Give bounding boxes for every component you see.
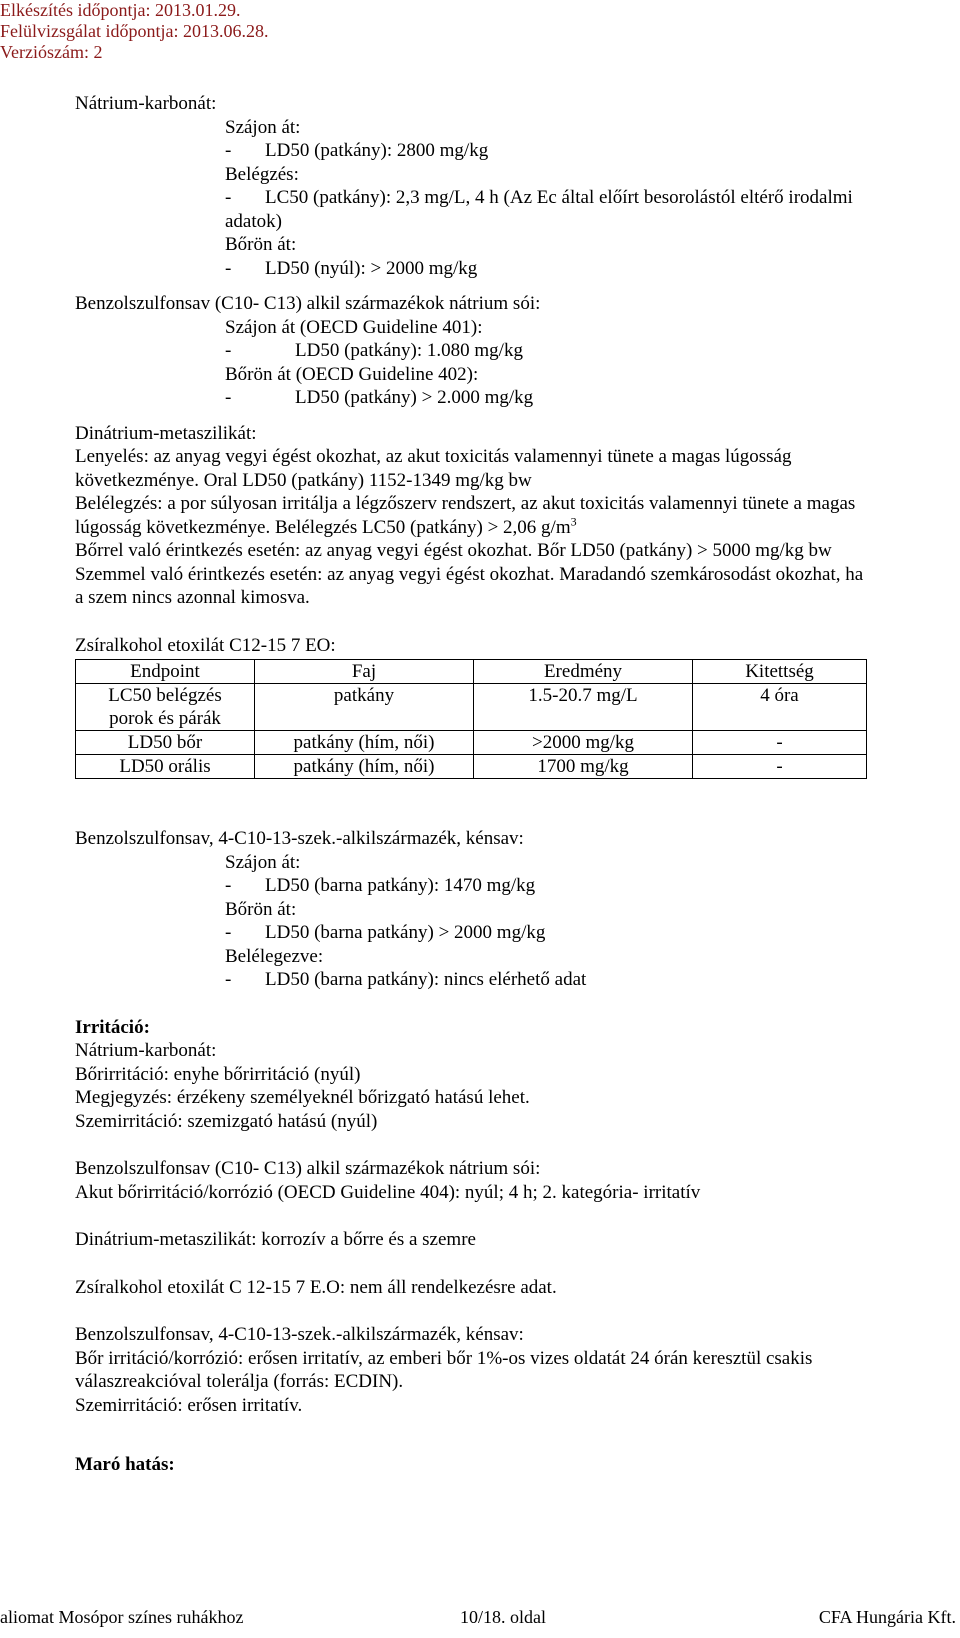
section-title: Benzolszulfonsav, 4-C10-13-szek.-alkilszármazék, kénsav: (75, 828, 524, 849)
column-header: Kitettség (693, 660, 867, 684)
document-header (0, 0, 268, 63)
route-label: Bőrön át: (225, 234, 297, 255)
product-name: aliomat Mosópor színes ruhákhoz (0, 1607, 244, 1627)
irritation-section (75, 1016, 935, 1418)
value-line: - LD50 (barna patkány) > 2000 mg/kg (225, 922, 546, 943)
section-heading: Irritáció: (75, 1016, 150, 1038)
route-label: Szájon át: (225, 116, 301, 138)
para-line: lúgosság következménye. Belélegzés LC50 (patkány) > 2,06 $g/m^3$ (75, 514, 577, 538)
table-cell: patkány (hím, női) (255, 731, 474, 755)
value-line: - LD50 (patkány): 1.080 mg/kg (225, 340, 523, 361)
toxicity-table (75, 659, 867, 779)
para-line: Szemirritáció: erősen irritatív. (75, 1394, 303, 1416)
para-line: Belélegzés: a por súlyosan irritálja a légzőszerv rendszert, az akut toxicitás valamennyi tünete a magas (75, 493, 856, 514)
route-label: Bőrön át (OECD Guideline 402): (225, 363, 479, 385)
column-header: Faj (255, 660, 474, 684)
created-date: Elkészítés időpontja: 2013.01.29. (0, 0, 241, 20)
corrosive-heading: Maró hatás: (75, 1454, 175, 1475)
table-cell: LD50 orális (76, 755, 255, 779)
value-line: - LC50 (patkány): 2,3 mg/L, 4 h (Az Ec által előírt besorolástól eltérő irodalmi (225, 187, 853, 208)
fatty-alcohol-section (75, 634, 935, 780)
para-line: Szemmel való érintkezés esetén: az anyag vegyi égést okozhat. Maradandó szemkárosodást okozhat, ha (75, 563, 864, 585)
value-line: - LD50 (barna patkány): nincs elérhető adat (225, 969, 587, 990)
column-header: Endpoint (76, 660, 255, 684)
column-header: Eredmény (474, 660, 693, 684)
revised-date: Felülvizsgálat időpontja: 2013.06.28. (0, 21, 269, 41)
table-row (76, 755, 867, 779)
page-number: 10/18. oldal (460, 1607, 546, 1627)
para-line: a szem nincs azonnal kimosva. (75, 587, 310, 608)
table-header-row (76, 660, 867, 684)
para-line: Dinátrium-metaszilikát: korrozív a bőrre és a szemre (75, 1229, 476, 1250)
para-line: Szemirritáció: szemizgató hatású (nyúl) (75, 1110, 378, 1132)
table-cell: 1.5-20.7 mg/L (474, 684, 693, 731)
value-line: - LD50 (patkány): 2800 mg/kg (225, 140, 489, 161)
para-line: Megjegyzés: érzékeny személyeknél bőrizgató hatású lehet. (75, 1087, 530, 1108)
para-line: Benzolszulfonsav (C10- C13) alkil származékok nátrium sói: (75, 1158, 541, 1179)
para-line: Bőrrel való érintkezés esetén: az anyag vegyi égést okozhat. Bőr LD50 (patkány) > 5000 mg/kg bw (75, 540, 832, 561)
document-body (75, 92, 935, 1477)
para-line: Nátrium-karbonát: (75, 1040, 217, 1061)
para-line: Bőrirritáció: enyhe bőrirritáció (nyúl) (75, 1063, 361, 1085)
table-cell: patkány (hím, női) (255, 755, 474, 779)
route-label: Bőrön át: (225, 898, 297, 920)
para-line: Benzolszulfonsav, 4-C10-13-szek.-alkilszármazék, kénsav: (75, 1324, 524, 1345)
value-line: - LD50 (nyúl): > 2000 mg/kg (225, 257, 478, 279)
section-title: Nátrium-karbonát: (75, 93, 217, 114)
table-cell: - (693, 755, 867, 779)
company-name: CFA Hungária Kft. (818, 1607, 956, 1627)
value-line: - LD50 (barna patkány): 1470 mg/kg (225, 875, 536, 896)
table-row (76, 684, 867, 731)
para-line: Bőr irritáció/korrózió: erősen irritatív, az emberi bőr 1%-os vizes oldatát 24 órán keresztül csakis (75, 1347, 813, 1369)
route-label: Belégzés: (225, 163, 299, 185)
value-line-cont: adatok) (225, 210, 282, 232)
value-line: - LD50 (patkány) > 2.000 mg/kg (225, 387, 534, 408)
route-label: Belélegezve: (225, 945, 324, 967)
para-line: következménye. Oral LD50 (patkány) 1152-1349 mg/kg bw (75, 469, 532, 491)
para-line: Akut bőrirritáció/korrózió (OECD Guideline 404): nyúl; 4 h; 2. kategória- irritatív (75, 1181, 701, 1203)
table-cell: - (693, 731, 867, 755)
table-cell: 4 óra (693, 684, 867, 731)
section-title: Benzolszulfonsav (C10- C13) alkil származékok nátrium sói: (75, 293, 541, 314)
para-line: Zsíralkohol etoxilát C 12-15 7 E.O: nem áll rendelkezésre adat. (75, 1276, 557, 1298)
table-cell: patkány (255, 684, 474, 731)
bss-acid-section (75, 827, 935, 992)
table-cell: 1700 mg/kg (474, 755, 693, 779)
sodium-carbonate-section (75, 92, 935, 280)
section-title: Dinátrium-metaszilikát: (75, 422, 257, 444)
version-number: Verziószám: 2 (0, 42, 103, 62)
para-line: válaszreakcióval tolerálja (forrás: ECDIN). (75, 1371, 404, 1392)
bss-salts-section (75, 292, 935, 410)
metasilicate-section (75, 422, 935, 610)
table-row (76, 731, 867, 755)
route-label: Szájon át (OECD Guideline 401): (225, 316, 483, 338)
table-cell: LD50 bőr (76, 731, 255, 755)
route-label: Szájon át: (225, 851, 301, 873)
section-title: Zsíralkohol etoxilát C12-15 7 EO: (75, 634, 336, 656)
table-cell: >2000 mg/kg (474, 731, 693, 755)
table-cell: LC50 belégzés porok és párák (76, 684, 255, 731)
para-line: Lenyelés: az anyag vegyi égést okozhat, az akut toxicitás valamennyi tünete a magas lúgosság (75, 446, 792, 467)
